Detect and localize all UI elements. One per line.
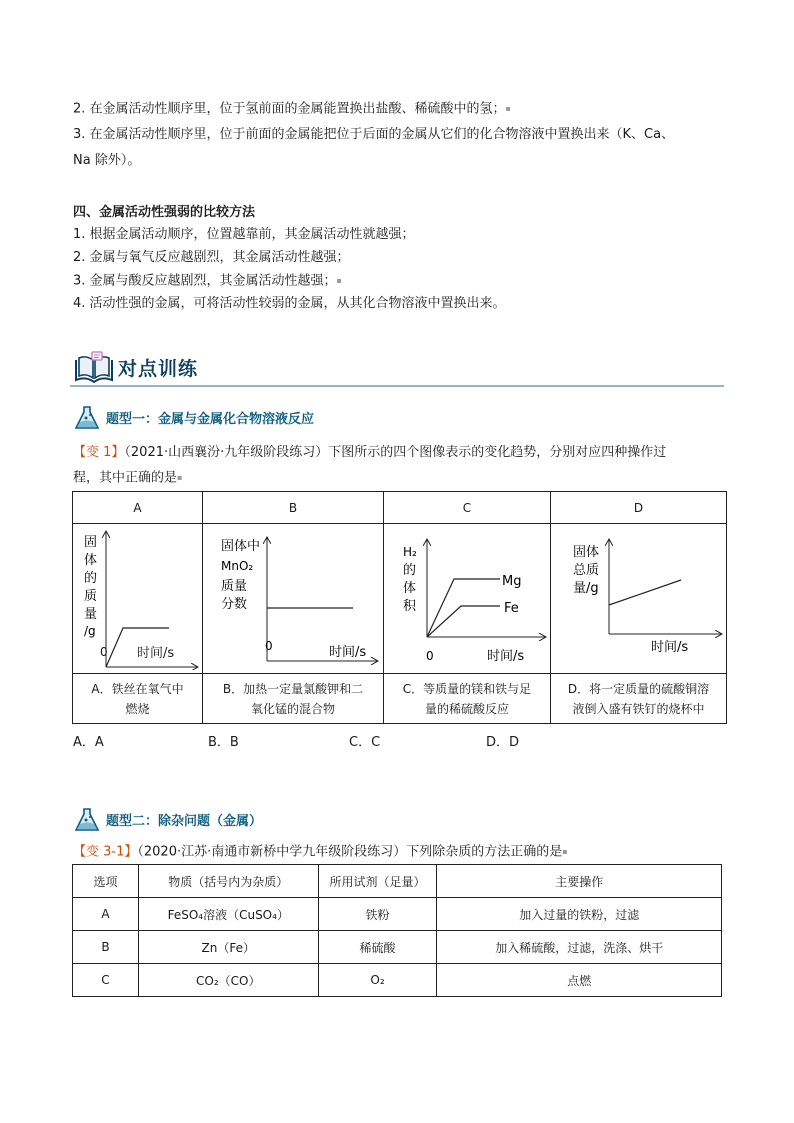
graph-b-ylabel-4: 分数 [221,597,248,612]
graph-b-ylabel-3: 质量 [221,579,248,594]
table-row: B Zn（Fe） 稀硫酸 加入稀硫酸，过滤，洗涤、烘干 [73,931,722,964]
graph-b-ylabel-2: MnO₂ [221,559,254,573]
caption-c: C．等质量的镁和铁与足 量的稀硫酸反应 [384,674,551,724]
graph-a-ylabel-5: 量 [84,607,98,622]
graph-d-cell [551,524,727,674]
column-d-header: D [551,492,727,524]
graph-a-ylabel-4: 质 [84,589,98,604]
graph-d [551,524,726,670]
column-c-header: C [384,492,551,524]
rule-3-cont: Na 除外）。 [73,153,141,168]
section-item-1: 1. 根据金属活动顺序，位置越靠前，其金属活动性就越强； [73,227,415,242]
graph-c-series-mg: Mg [502,574,522,589]
graph-b-cell [203,524,384,674]
question-1-line1: 【变 1】（2021·山西襄汾·九年级阶段练习）下图所示的四个图像表示的变化趋势，分别对应四种操作过 [73,445,667,460]
section-item-3: 3. 金属与酸反应越剧烈，其金属活动性越强；▪ [73,273,342,289]
question-1-line2: 程，其中正确的是▪ [73,470,183,486]
graph-b-origin: 0 [265,639,273,653]
graph-d-curve [609,580,681,605]
graph-d-ylabel-3: 量/g [573,581,599,596]
graph-a-ylabel-1: 固 [84,535,98,550]
book-icon [72,350,116,386]
section-title: 四、金属活动性强弱的比较方法 [73,205,256,220]
graph-options-table [72,491,727,724]
purification-table [72,864,722,997]
graph-b-ylabel-1: 固体中 [221,539,261,554]
graph-c-ylabel-1: H₂ [403,545,417,559]
answer-d[interactable]: D．D [486,735,520,750]
header-reagent: 所用试剂（足量） [318,865,437,898]
header-substance: 物质（括号内为杂质） [138,865,318,898]
graph-c-ylabel-4: 积 [403,599,417,614]
header-operation: 主要操作 [437,865,722,898]
question-2-line: 【变 3-1】（2020·江苏·南通市新桥中学九年级阶段练习）下列除杂质的方法正确的是▪ [73,844,568,860]
graph-a-ylabel-6: /g [84,624,96,638]
caption-a: A．铁丝在氧气中 燃烧 [73,674,203,724]
section-item-4: 4. 活动性强的金属，可将活动性较弱的金属，从其化合物溶液中置换出来。 [73,296,506,311]
rule-3: 3. 在金属活动性顺序里，位于前面的金属能把位于后面的金属从它们的化合物溶液中置换出来（K、Ca、 [73,127,675,142]
graph-a-origin: 0 [100,645,108,659]
rule-2: 2. 在金属活动性顺序里，位于氢前面的金属能置换出盐酸、稀硫酸中的氢；▪ [73,101,511,117]
graph-c-curve-fe [427,606,500,637]
question-type-2 [72,806,263,836]
graph-d-ylabel-1: 固体 [573,545,600,560]
graph-c [384,524,550,670]
question-type-1-label: 题型一：金属与金属化合物溶液反应 [106,412,315,427]
question-type-2-label: 题型二：除杂问题（金属） [106,814,263,829]
graph-c-curve-mg [427,579,500,637]
graph-c-ylabel-2: 的 [403,563,417,578]
training-header [70,348,724,388]
graph-a-xlabel: 时间/s [137,646,175,661]
header-rule [70,385,724,387]
section-item-2: 2. 金属与氧气反应越剧烈，其金属活动性越强； [73,250,350,265]
graph-a-ylabel-3: 的 [84,571,98,586]
table-row: C CO₂（CO） O₂ 点燃 [73,964,722,997]
flask-icon [72,404,102,430]
flask-icon [72,806,102,832]
graph-c-origin: 0 [426,649,434,663]
caption-b: B．加热一定量氯酸钾和二 氧化锰的混合物 [203,674,384,724]
graph-c-series-fe: Fe [504,601,519,616]
caption-d: D．将一定质量的硫酸铜溶 液倒入盛有铁钉的烧杯中 [551,674,727,724]
graph-c-xlabel: 时间/s [487,649,525,664]
graph-a-ylabel-2: 体 [84,553,98,568]
column-a-header: A [73,492,203,524]
answer-a[interactable]: A．A [73,735,104,750]
training-title: 对点训练 [118,358,199,380]
graph-c-cell [384,524,551,674]
graph-d-ylabel-2: 总质 [573,563,600,578]
graph-c-ylabel-3: 体 [403,581,417,596]
graph-b-xlabel: 时间/s [329,645,367,660]
answer-c[interactable]: C．C [349,735,381,750]
header-option: 选项 [73,865,139,898]
graph-d-xlabel: 时间/s [651,640,689,655]
column-b-header: B [203,492,384,524]
table-row: A FeSO₄溶液（CuSO₄） 铁粉 加入过量的铁粉，过滤 [73,898,722,931]
question-type-1 [72,404,315,434]
table-header-row [73,865,722,898]
graph-b [203,524,383,670]
answer-b[interactable]: B．B [208,735,239,750]
